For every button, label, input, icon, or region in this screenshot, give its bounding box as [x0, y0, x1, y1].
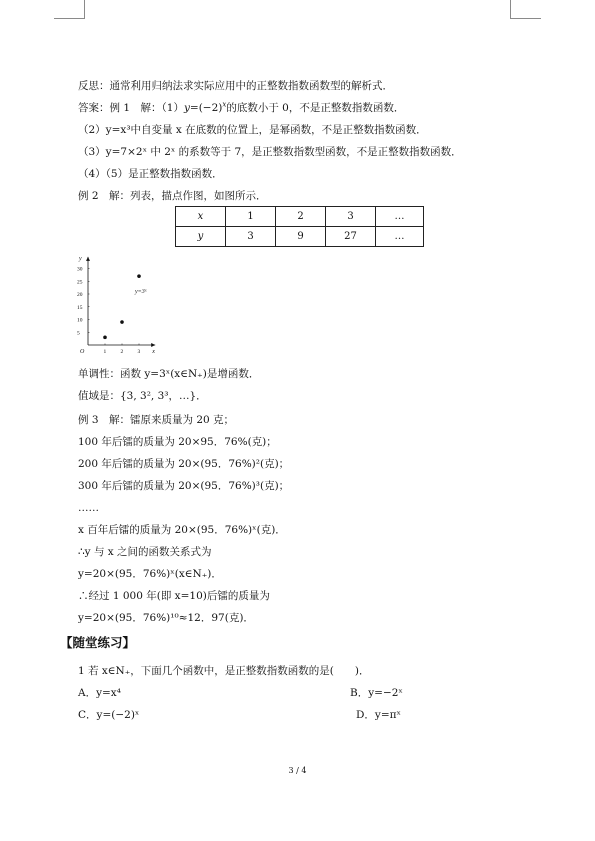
- answer-line-1: [78, 101, 404, 115]
- example-3-line: ∴经过 1 000 年(即 x=10)后镭的质量为: [78, 590, 270, 602]
- section-title: 【随堂练习】: [60, 635, 136, 650]
- example-3-line: 100 年后镭的质量为 20×95．76%(克)；: [78, 436, 277, 448]
- reflection-text: 反思：通常利用归纳法求实际应用中的正整数指数函数型的解析式．: [78, 80, 393, 92]
- table-cell: 1: [226, 207, 276, 227]
- example-3-line: x 百年后镭的质量为 20×(95．76%)ˣ(克)．: [78, 524, 286, 536]
- table-cell: 3: [326, 207, 376, 227]
- table-cell: 2: [276, 207, 326, 227]
- table-cell: 27: [326, 227, 376, 247]
- example-2-heading: 例 2 解：列表，描点作图，如图所示．: [78, 190, 267, 202]
- example-3-line: 200 年后镭的质量为 20×(95．76%)²(克)；: [78, 458, 290, 470]
- example-3-line: 300 年后镭的质量为 20×(95．76%)³(克)；: [78, 480, 290, 492]
- table-row: [176, 227, 424, 247]
- x-axis-arrow: [151, 343, 155, 347]
- data-point: [120, 320, 124, 324]
- x-axis-label: x: [152, 349, 155, 355]
- example-3-line: 例 3 解：镭原来质量为 20 克；: [78, 414, 235, 426]
- value-table: [175, 206, 424, 247]
- range-text: 值域是：{3, 3², 3³，…}．: [78, 390, 207, 402]
- answer-intro: 答案：例 1 解：（1）: [78, 102, 184, 114]
- y-tick-label: 30: [77, 266, 83, 273]
- option-c: C．y=(−2)ˣ: [78, 709, 140, 721]
- answer-formula-1: $y=(-2)^x$: [183, 100, 227, 114]
- corner-mark-top-right: [510, 0, 541, 19]
- y-axis-arrow: [86, 257, 90, 261]
- x-tick-label: 1: [103, 349, 107, 355]
- x-tick-label: 2: [120, 349, 124, 355]
- example-3-line: ∴y 与 x 之间的函数关系式为: [78, 546, 212, 558]
- y-tick-label: 20: [77, 292, 83, 298]
- monotonic-text: 单调性：函数 y=3ˣ(x∈N₊)是增函数．: [78, 368, 260, 380]
- example-3-line: y=20×(95．76%)¹⁰≈12．97(克)．: [78, 612, 254, 624]
- table-cell: …: [376, 227, 424, 247]
- table-cell: 9: [276, 227, 326, 247]
- option-b: B．y=−2ˣ: [350, 687, 403, 699]
- table-cell: …: [376, 207, 424, 227]
- y-tick-label: 25: [77, 279, 83, 286]
- data-point: [103, 336, 107, 340]
- origin-label: O: [80, 349, 85, 355]
- data-point: [137, 274, 141, 278]
- table-row: [176, 207, 424, 227]
- table-cell: 3: [226, 227, 276, 247]
- y-tick-label: 10: [77, 317, 83, 324]
- answer-line-3: （3）y=7×2ˣ 中 2ˣ 的系数等于 7，是正整数指数型函数，不是正整数指数函数．: [78, 146, 462, 158]
- y-tick-label: 15: [77, 304, 83, 311]
- y-tick-label: 5: [77, 330, 80, 337]
- corner-mark-top-left: [54, 0, 85, 19]
- example-3-line: y=20×(95．76%)ˣ(x∈N₊)．: [78, 568, 222, 580]
- chart-annotation: y=3ˣ: [135, 289, 147, 296]
- x-tick-label: 3: [137, 349, 141, 355]
- option-a: A．y=x⁴: [78, 687, 121, 699]
- page-number: 3 / 4: [288, 766, 307, 775]
- option-d: D．y=πˣ: [356, 709, 401, 721]
- answer-1-rest: 的底数小于 0，不是正整数指数函数．: [226, 102, 405, 114]
- answer-line-2: （2）y=x³中自变量 x 在底数的位置上，是幂函数，不是正整数指数函数．: [78, 124, 427, 136]
- example-3-line: ……: [78, 502, 99, 514]
- table-cell: y: [176, 227, 226, 247]
- question-1: 1 若 x∈N₊，下面几个函数中，是正整数指数函数的是( )．: [78, 665, 370, 677]
- scatter-chart: [76, 250, 166, 358]
- table-cell: x: [176, 207, 226, 227]
- answer-line-45: （4）（5）是正整数指数函数．: [78, 168, 223, 180]
- y-axis-label: y: [79, 255, 82, 262]
